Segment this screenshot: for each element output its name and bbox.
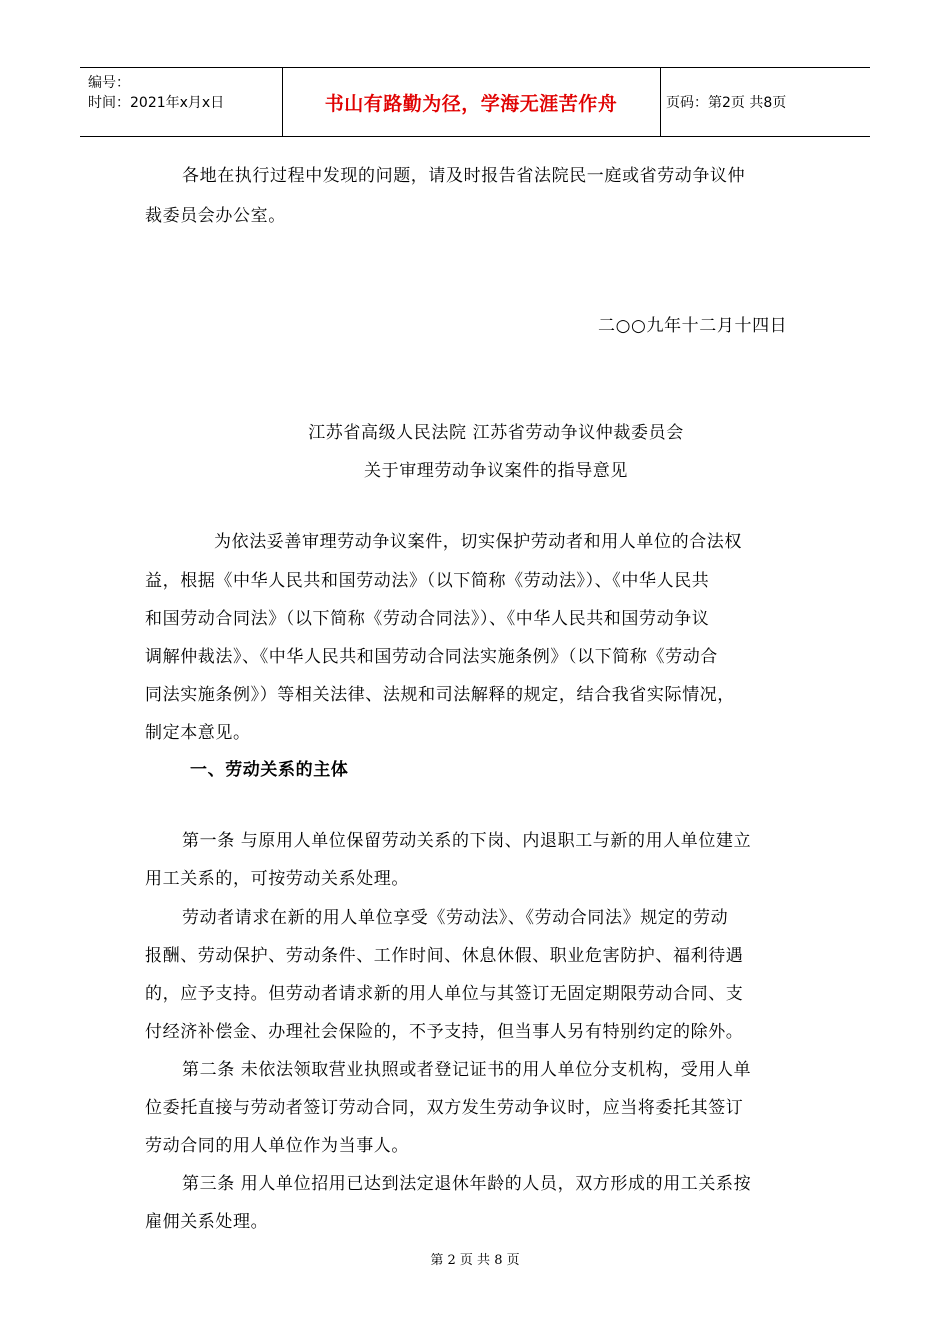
document-title-line-1: 江苏省高级人民法院 江苏省劳动争议仲裁委员会 [308,423,684,443]
header-code: 编号： [88,75,130,91]
paragraph-line: 报酬、劳动保护、劳动条件、工作时间、休息休假、职业危害防护、福利待遇 [145,946,744,966]
document-title-line-2: 关于审理劳动争议案件的指导意见 [364,461,628,481]
header-motto: 书山有路勤为径，学海无涯苦作舟 [324,92,618,115]
paragraph-line: 益，根据《中华人民共和国劳动法》（以下简称《劳动法》）、《中华人民共 [145,571,710,591]
header-page-info: 页码：第2页 共8页 [666,95,787,111]
paragraph-line: 第三条 用人单位招用已达到法定退休年龄的人员，双方形成的用工关系按 [182,1174,752,1194]
paragraph-line: 第一条 与原用人单位保留劳动关系的下岗、内退职工与新的用人单位建立 [182,831,752,851]
document-date: 二○○九年十二月十四日 [598,316,788,336]
paragraph-line: 为依法妥善审理劳动争议案件，切实保护劳动者和用人单位的合法权 [214,532,742,552]
document-header [80,67,870,137]
paragraph-line: 同法实施条例》）等相关法律、法规和司法解释的规定，结合我省实际情况， [145,685,735,705]
paragraph-line: 劳动者请求在新的用人单位享受《劳动法》、《劳动合同法》规定的劳动 [182,908,729,928]
header-meta [88,73,224,113]
paragraph-line: 和国劳动合同法》（以下简称《劳动合同法》）、《中华人民共和国劳动争议 [145,609,710,629]
paragraph-line: 调解仲裁法》、《中华人民共和国劳动合同法实施条例》（以下简称《劳动合 [145,647,718,667]
paragraph-line: 的，应予支持。但劳动者请求新的用人单位与其签订无固定期限劳动合同、支 [145,984,744,1004]
section-heading: 一、劳动关系的主体 [190,760,349,780]
paragraph-line: 位委托直接与劳动者签订劳动合同，双方发生劳动争议时，应当将委托其签订 [145,1098,744,1118]
header-time: 时间：2021年x月x日 [88,95,225,111]
paragraph-line: 雇佣关系处理。 [145,1212,269,1232]
paragraph-line: 付经济补偿金、办理社会保险的，不予支持，但当事人另有特别约定的除外。 [145,1022,744,1042]
paragraph-line: 第二条 未依法领取营业执照或者登记证书的用人单位分支机构，受用人单 [182,1060,752,1080]
paragraph-line: 裁委员会办公室。 [145,206,286,226]
paragraph-line: 劳动合同的用人单位作为当事人。 [145,1136,409,1156]
page-footer: 第 2 页 共 8 页 [430,1253,520,1268]
paragraph-line: 制定本意见。 [145,723,251,743]
paragraph-line: 各地在执行过程中发现的问题，请及时报告省法院民一庭或省劳动争议仲 [182,166,746,186]
paragraph-line: 用工关系的，可按劳动关系处理。 [145,869,409,889]
header-divider-2 [660,68,661,136]
